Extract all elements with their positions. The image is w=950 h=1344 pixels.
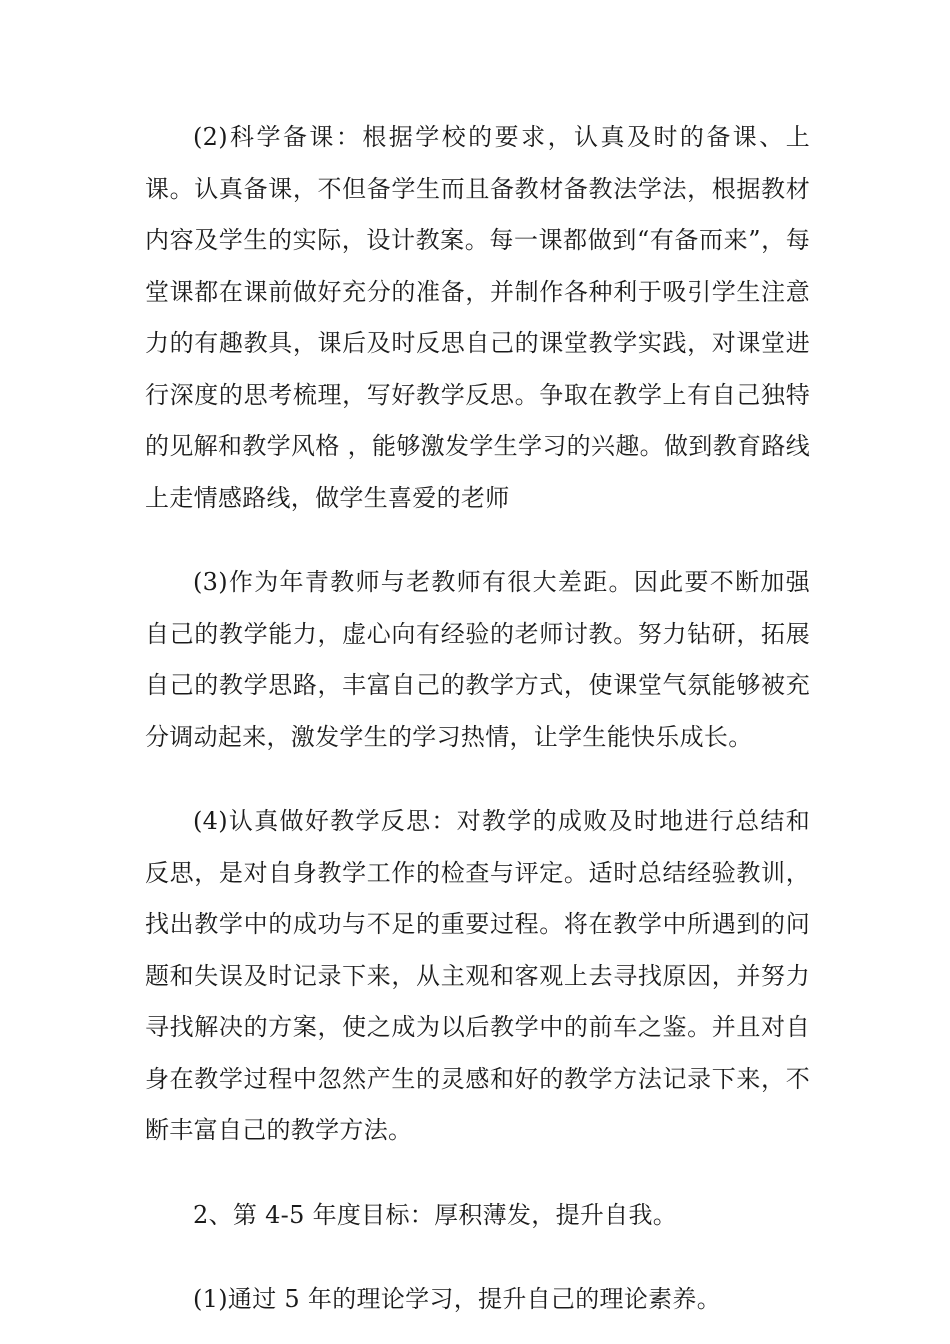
paragraph-science-lesson-prep: (2)科学备课：根据学校的要求，认真及时的备课、上课。认真备课，不但备学生而且备教材备教法学法，根据教材内容及学生的实际，设计教案。每一课都做到“有备而来”，每堂课都在课前做好充分的准备，并制作各种利于吸引学生注意力的有趣教具，课后及时反思自己的课堂教学实践，对课堂进行深度的思考梳理，写好教学反思。争取在教学上有自己独特的见解和教学风格 ，能够激发学生学习的兴趣。做到教育路线上走情感路线，做学生喜爱的老师 [145, 123, 810, 512]
paragraph-theory-study: (1)通过 5 年的理论学习，提升自己的理论素养。 [193, 1285, 722, 1313]
paragraph-gap [145, 1241, 810, 1274]
paragraph-gap [145, 763, 810, 796]
document-body [145, 112, 810, 1326]
paragraph-gap [145, 524, 810, 557]
paragraph-teaching-ability: (3)作为年青教师与老教师有很大差距。因此要不断加强自己的教学能力，虚心向有经验的老师讨教。努力钻研，拓展自己的教学思路，丰富自己的教学方式，使课堂气氛能够被充分调动起来，激发学生的学习热情，让学生能快乐成长。 [145, 568, 810, 751]
paragraph-teaching-reflection: (4)认真做好教学反思：对教学的成败及时地进行总结和反思，是对自身教学工作的检查与评定。适时总结经验教训，找出教学中的成功与不足的重要过程。将在教学中所遇到的问题和失误及时记录下来，从主观和客观上去寻找原因，并努力寻找解决的方案，使之成为以后教学中的前车之鉴。并且对自身在教学过程中忽然产生的灵感和好的教学方法记录下来，不断丰富自己的教学方法。 [145, 807, 810, 1144]
paragraph-gap [145, 1157, 810, 1190]
section-heading-year-4-5-goal: 2、第 4-5 年度目标：厚积薄发，提升自我。 [193, 1200, 678, 1229]
